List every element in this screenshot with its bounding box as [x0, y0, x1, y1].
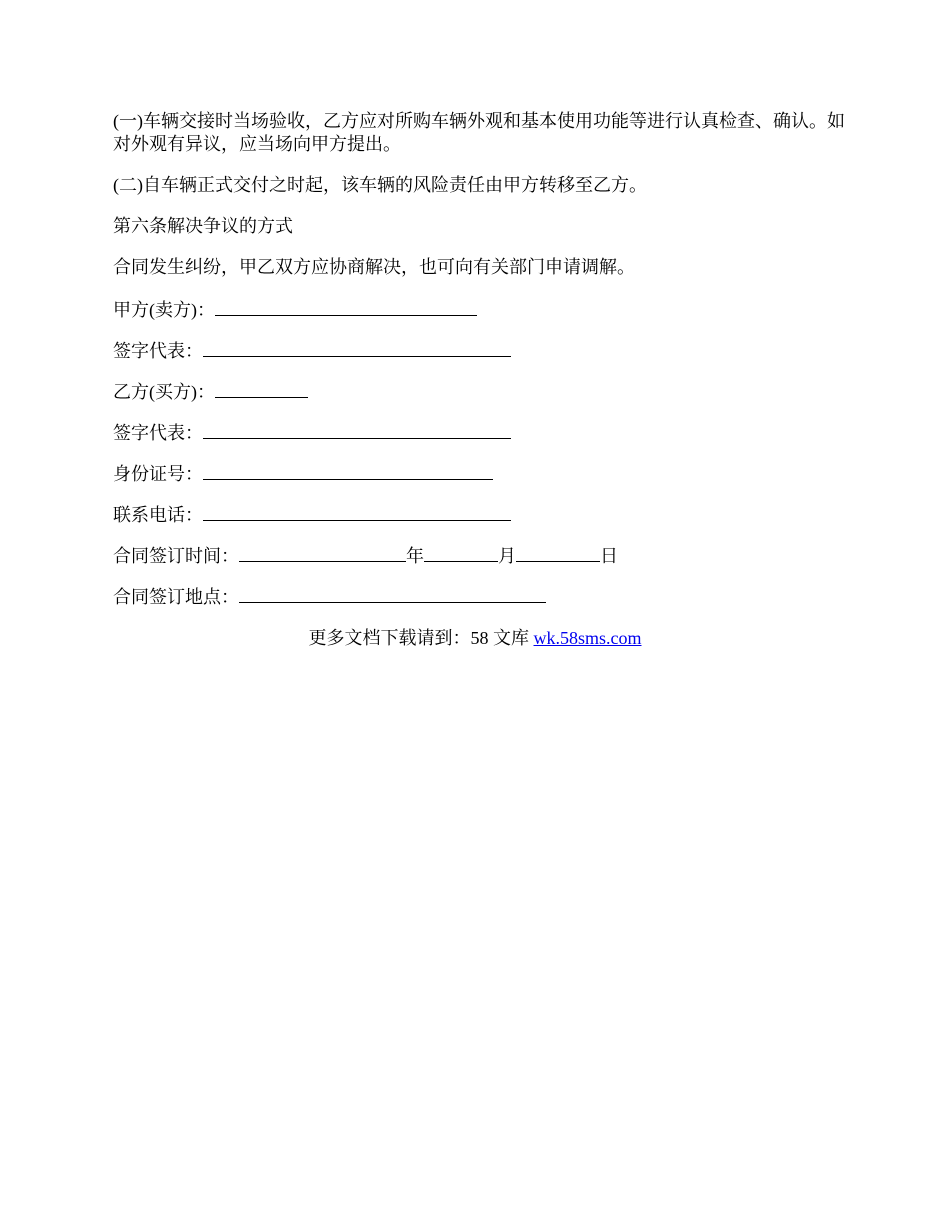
- party-b-row: [113, 379, 853, 402]
- footer-link[interactable]: wk.58sms.com: [533, 628, 642, 648]
- day-blank: [516, 543, 600, 562]
- year-label: 年: [406, 546, 424, 566]
- article-6-title: 第六条解决争议的方式: [113, 216, 293, 236]
- date-label: 合同签订时间：: [113, 546, 239, 566]
- article-6-body: 合同发生纠纷，甲乙双方应协商解决，也可向有关部门申请调解。: [113, 257, 635, 277]
- footer: [0, 627, 950, 650]
- sign-rep-b-blank: [203, 420, 511, 439]
- party-a-row: [113, 297, 853, 320]
- day-label: 日: [600, 546, 618, 566]
- place-label: 合同签订地点：: [113, 587, 239, 607]
- clause-item-1: (一)车辆交接时当场验收，乙方应对所购车辆外观和基本使用功能等进行认真检查、确认。如对外观有异议，应当场向甲方提出。: [113, 111, 845, 154]
- party-b-blank: [215, 379, 308, 398]
- place-blank: [239, 584, 546, 603]
- id-label: 身份证号：: [113, 464, 203, 484]
- party-b-label: 乙方(买方)：: [113, 382, 215, 402]
- sign-rep-a-blank: [203, 338, 511, 357]
- sign-rep-a-label: 签字代表：: [113, 341, 203, 361]
- phone-blank: [203, 502, 511, 521]
- month-label: 月: [498, 546, 516, 566]
- month-blank: [424, 543, 498, 562]
- id-row: [113, 461, 853, 484]
- document-body: [113, 110, 853, 625]
- place-row: [113, 584, 853, 607]
- phone-row: [113, 502, 853, 525]
- footer-text: 更多文档下载请到：58 文库: [308, 628, 534, 648]
- party-a-label: 甲方(卖方)：: [113, 300, 215, 320]
- id-blank: [203, 461, 493, 480]
- party-a-blank: [215, 297, 477, 316]
- year-blank: [239, 543, 406, 562]
- sign-rep-b-label: 签字代表：: [113, 423, 203, 443]
- date-row: [113, 543, 853, 566]
- sign-rep-b-row: [113, 420, 853, 443]
- phone-label: 联系电话：: [113, 505, 203, 525]
- clause-item-2: (二)自车辆正式交付之时起，该车辆的风险责任由甲方转移至乙方。: [113, 175, 647, 195]
- sign-rep-a-row: [113, 338, 853, 361]
